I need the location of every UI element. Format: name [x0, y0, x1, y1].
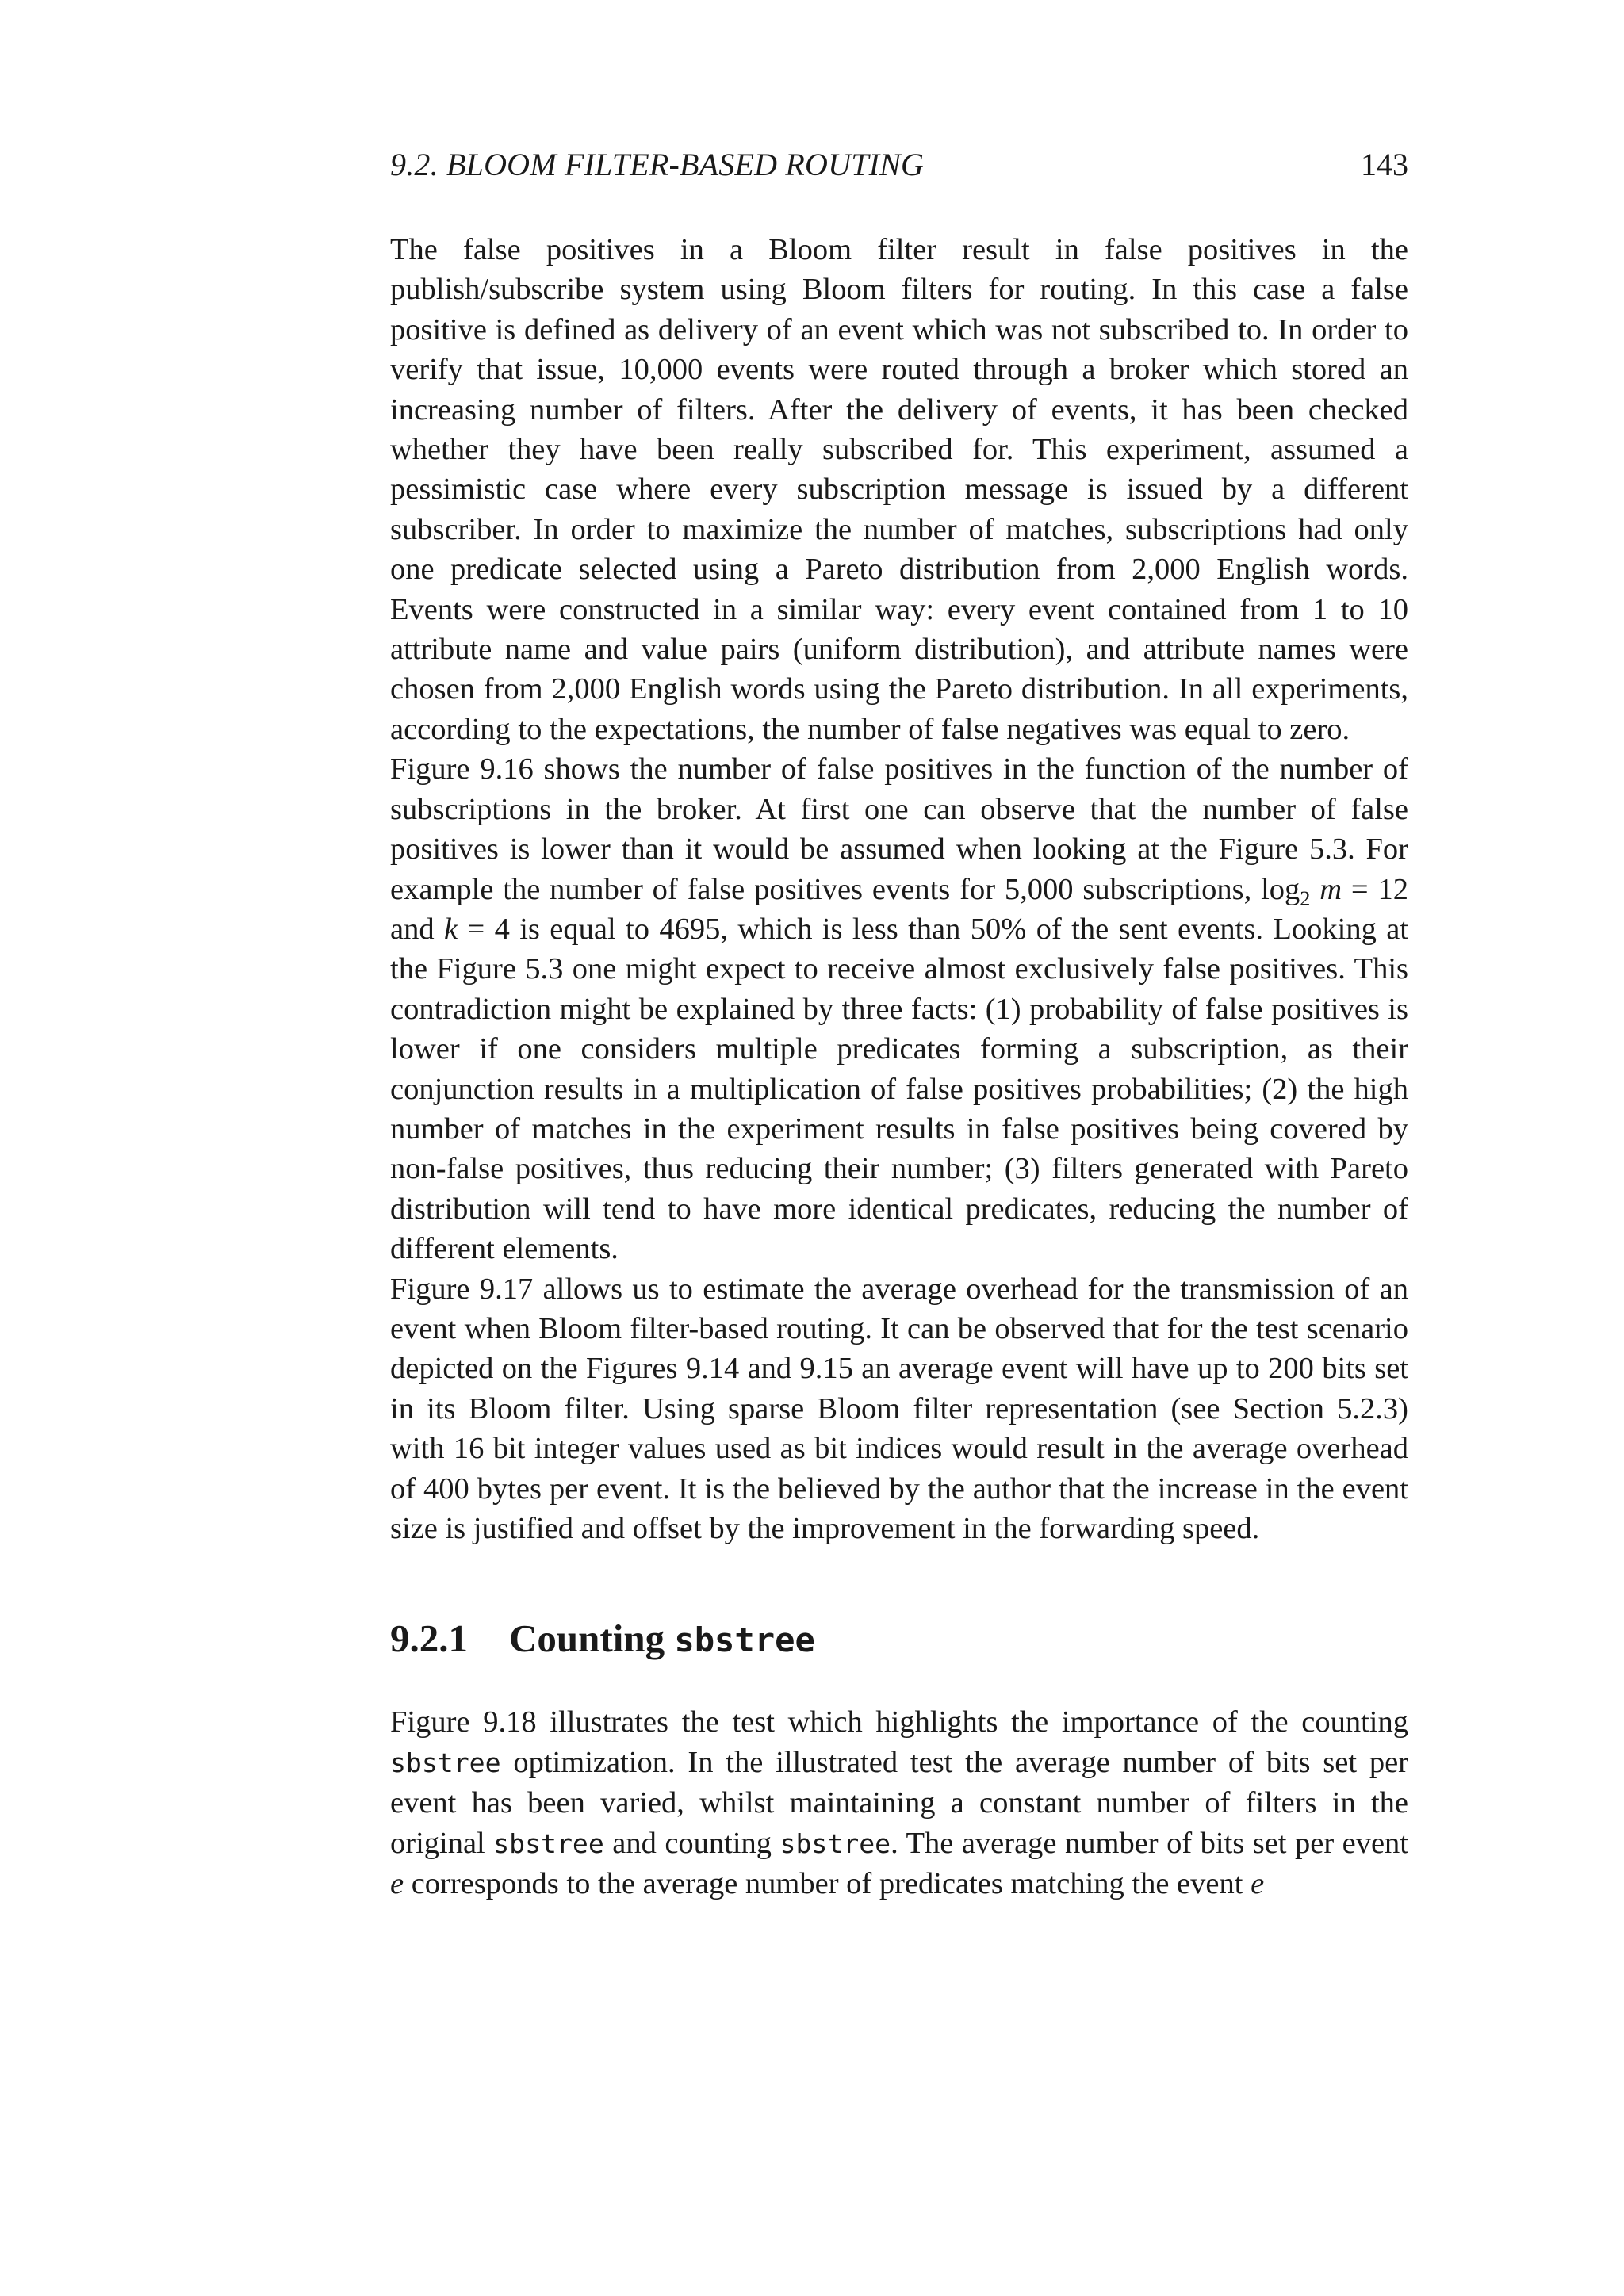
paragraph-text: Figure 9.18 illustrates the test which highlights the importance of the counting	[390, 1705, 1408, 1739]
paragraph-false-positives: The false positives in a Bloom filter result in false positives in the publish/subscribe system using Bloom filters for routing. In this case a false positive is defined as delivery of an event which was not subscribed to. In order to verify that issue, 10,000 events were routed through a broker which stored an increasing number of filters. After the delivery of events, it has been checked whether they have been really subscribed for. This experiment, assumed a pessimistic case where every subscription message is issued by a different subscriber. In order to maximize the number of matches, subscriptions had only one predicate selected using a Pareto distribution from 2,000 English words. Events were constructed in a similar way: every event contained from 1 to 10 attribute name and value pairs (uniform distribution), and attribute names were chosen from 2,000 English words using the Pareto distribution. In all experiments, according to the expectations, the number of false negatives was equal to zero.	[390, 233, 1408, 746]
paragraph-text: optimization. In the illustrated test the average number of bits set per event has been varied, whilst maintaining a constant number of filters in the original	[390, 1745, 1408, 1860]
section-title-code: sbstree	[674, 1621, 815, 1660]
math-e: e	[1251, 1867, 1265, 1901]
section-number: 9.2.1	[390, 1617, 468, 1661]
code-sbstree: sbstree	[493, 1827, 604, 1859]
math-k: k	[443, 912, 458, 946]
paragraph-figure-9-16	[390, 749, 1408, 1269]
section-heading	[390, 1615, 1408, 1664]
math-e: e	[390, 1867, 404, 1901]
paragraph-text: . The average number of bits set per event	[891, 1826, 1408, 1860]
math-log: log	[1261, 872, 1300, 906]
paragraph-text: = 4 is equal to 4695, which is less than 50% of the sent events. Looking at the Figure 5.3 one might expect to receive almost exclusively false positives. This contradiction might be explained by three facts: (1) probability of false positives is lower if one considers multiple predicates forming a subscription, as their conjunction results in a multiplication of false positives probabilities; (2) the high number of matches in the experiment results in false positives being covered by non-false positives, thus reducing their number; (3) filters generated with Pareto distribution will tend to have more identical predicates, reducing the number of different elements.	[390, 912, 1408, 1266]
math-log2-m	[1261, 872, 1342, 910]
page-number: 143	[1361, 147, 1408, 182]
paragraph-figure-9-17: Figure 9.17 allows us to estimate the average overhead for the transmission of an event when Bloom filter-based routing. It can be observed that for the test scenario depicted on the Figures 9.14 and 9.15 an average event will have up to 200 bits set in its Bloom filter. Using sparse Bloom filter representation (see Section 5.2.3) with 16 bit integer values used as bit indices would result in the average overhead of 400 bytes per event. It is the believed by the author that the increase in the event size is justified and offset by the improvement in the forwarding speed.	[390, 1272, 1408, 1545]
code-sbstree: sbstree	[390, 1747, 501, 1778]
paragraph-text: and counting	[603, 1826, 780, 1860]
paragraph-text: Figure 9.16 shows the number of false positives in the function of the number of subscriptions in the broker. At first one can observe that the number of false positives is lower than it would be assumed when looking at the Figure 5.3. For example the number of false positives events for 5,000 subscriptions,	[390, 752, 1408, 906]
page-body	[390, 230, 1408, 1904]
code-sbstree: sbstree	[779, 1827, 891, 1859]
running-title: 9.2. BLOOM FILTER-BASED ROUTING	[390, 147, 925, 182]
section-title-text: Counting	[509, 1617, 675, 1661]
paragraph-figure-9-18	[390, 1702, 1408, 1904]
paragraph-text: = 12 and	[390, 872, 1409, 946]
running-header	[390, 141, 1408, 189]
paragraph-text: corresponds to the average number of predicates matching the event	[404, 1867, 1251, 1901]
math-log-base: 2	[1300, 886, 1311, 910]
math-m: m	[1320, 872, 1342, 906]
